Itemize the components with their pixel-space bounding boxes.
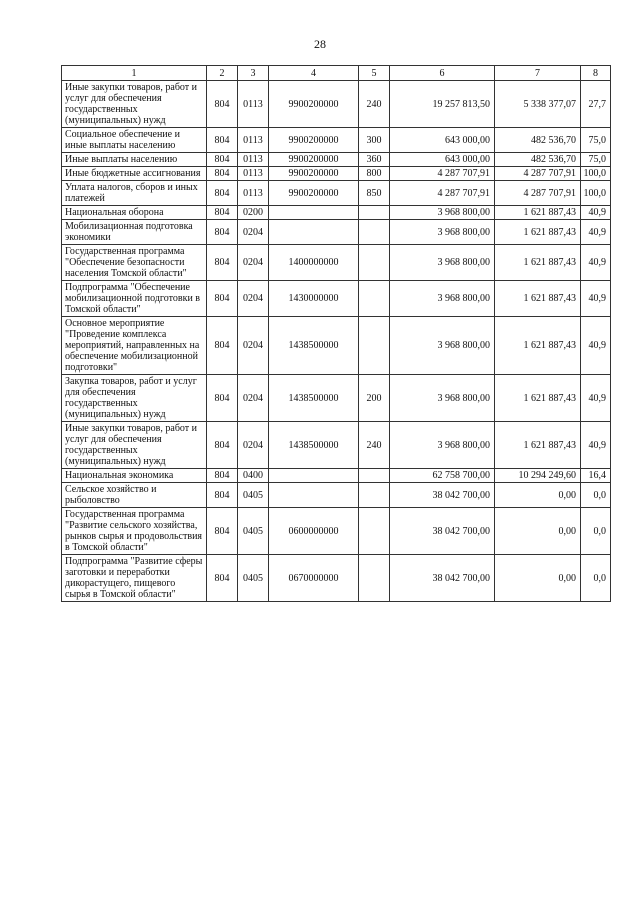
- row-name-cell: Подпрограмма "Развитие сферы заготовки и переработки дикорастущего, пищевого сырья в Томской области": [62, 555, 207, 602]
- plan-amount-cell: 38 042 700,00: [390, 508, 495, 555]
- percent-cell: 100,0: [581, 167, 611, 181]
- actual-amount-cell: 1 621 887,43: [495, 281, 581, 317]
- code-cell: 804: [207, 469, 238, 483]
- table-row: [62, 181, 611, 206]
- row-name-cell: Государственная программа "Развитие сельского хозяйства, рынков сырья и продовольствия в Томской области": [62, 508, 207, 555]
- plan-amount-cell: 643 000,00: [390, 128, 495, 153]
- row-name-cell: Закупка товаров, работ и услуг для обеспечения государственных (муниципальных) нужд: [62, 375, 207, 422]
- actual-amount-cell: 1 621 887,43: [495, 206, 581, 220]
- column-header: 1: [62, 66, 207, 81]
- code-cell: 804: [207, 206, 238, 220]
- percent-cell: 40,9: [581, 422, 611, 469]
- table-row: [62, 469, 611, 483]
- section-cell: 0400: [238, 469, 269, 483]
- code-cell: 804: [207, 181, 238, 206]
- table-row: [62, 153, 611, 167]
- table-row: [62, 81, 611, 128]
- section-cell: 0204: [238, 422, 269, 469]
- section-cell: 0405: [238, 508, 269, 555]
- percent-cell: 40,9: [581, 375, 611, 422]
- table-row: [62, 281, 611, 317]
- code-cell: 804: [207, 128, 238, 153]
- table-row: [62, 245, 611, 281]
- table-row: [62, 317, 611, 375]
- column-header: 7: [495, 66, 581, 81]
- percent-cell: 40,9: [581, 220, 611, 245]
- actual-amount-cell: 0,00: [495, 555, 581, 602]
- code-cell: 804: [207, 153, 238, 167]
- percent-cell: 16,4: [581, 469, 611, 483]
- plan-amount-cell: 38 042 700,00: [390, 483, 495, 508]
- section-cell: 0204: [238, 245, 269, 281]
- section-cell: 0405: [238, 555, 269, 602]
- actual-amount-cell: 482 536,70: [495, 128, 581, 153]
- expense-type-cell: [359, 317, 390, 375]
- actual-amount-cell: 482 536,70: [495, 153, 581, 167]
- row-name-cell: Подпрограмма "Обеспечение мобилизационной подготовки в Томской области": [62, 281, 207, 317]
- budget-table: [61, 65, 611, 602]
- actual-amount-cell: 4 287 707,91: [495, 181, 581, 206]
- actual-amount-cell: 1 621 887,43: [495, 245, 581, 281]
- percent-cell: 0,0: [581, 508, 611, 555]
- target-article-cell: [269, 206, 359, 220]
- column-header: 8: [581, 66, 611, 81]
- row-name-cell: Сельское хозяйство и рыболовство: [62, 483, 207, 508]
- section-cell: 0204: [238, 220, 269, 245]
- section-cell: 0204: [238, 375, 269, 422]
- target-article-cell: 1438500000: [269, 317, 359, 375]
- expense-type-cell: 300: [359, 128, 390, 153]
- table-row: [62, 555, 611, 602]
- code-cell: 804: [207, 555, 238, 602]
- percent-cell: 40,9: [581, 281, 611, 317]
- section-cell: 0113: [238, 167, 269, 181]
- expense-type-cell: 850: [359, 181, 390, 206]
- actual-amount-cell: 0,00: [495, 483, 581, 508]
- expense-type-cell: [359, 555, 390, 602]
- plan-amount-cell: 3 968 800,00: [390, 422, 495, 469]
- target-article-cell: 9900200000: [269, 81, 359, 128]
- row-name-cell: Основное мероприятие "Проведение комплекса мероприятий, направленных на обеспечение мобилизационной подготовки": [62, 317, 207, 375]
- row-name-cell: Национальная оборона: [62, 206, 207, 220]
- code-cell: 804: [207, 317, 238, 375]
- percent-cell: 40,9: [581, 317, 611, 375]
- row-name-cell: Иные закупки товаров, работ и услуг для обеспечения государственных (муниципальных) нужд: [62, 422, 207, 469]
- target-article-cell: 1430000000: [269, 281, 359, 317]
- actual-amount-cell: 5 338 377,07: [495, 81, 581, 128]
- table-header-row: [62, 66, 611, 81]
- row-name-cell: Иные закупки товаров, работ и услуг для обеспечения государственных (муниципальных) нужд: [62, 81, 207, 128]
- column-header: 2: [207, 66, 238, 81]
- section-cell: 0204: [238, 317, 269, 375]
- plan-amount-cell: 4 287 707,91: [390, 167, 495, 181]
- plan-amount-cell: 3 968 800,00: [390, 281, 495, 317]
- expense-type-cell: 240: [359, 422, 390, 469]
- expense-type-cell: [359, 469, 390, 483]
- target-article-cell: 1438500000: [269, 375, 359, 422]
- section-cell: 0113: [238, 181, 269, 206]
- section-cell: 0113: [238, 128, 269, 153]
- section-cell: 0405: [238, 483, 269, 508]
- row-name-cell: Мобилизационная подготовка экономики: [62, 220, 207, 245]
- percent-cell: 40,9: [581, 206, 611, 220]
- row-name-cell: Государственная программа "Обеспечение безопасности населения Томской области": [62, 245, 207, 281]
- table-row: [62, 206, 611, 220]
- plan-amount-cell: 4 287 707,91: [390, 181, 495, 206]
- table-row: [62, 167, 611, 181]
- table-row: [62, 483, 611, 508]
- plan-amount-cell: 3 968 800,00: [390, 206, 495, 220]
- column-header: 6: [390, 66, 495, 81]
- section-cell: 0113: [238, 81, 269, 128]
- expense-type-cell: [359, 281, 390, 317]
- expense-type-cell: 240: [359, 81, 390, 128]
- code-cell: 804: [207, 245, 238, 281]
- percent-cell: 75,0: [581, 153, 611, 167]
- actual-amount-cell: 1 621 887,43: [495, 375, 581, 422]
- expense-type-cell: 360: [359, 153, 390, 167]
- row-name-cell: Иные бюджетные ассигнования: [62, 167, 207, 181]
- section-cell: 0113: [238, 153, 269, 167]
- code-cell: 804: [207, 167, 238, 181]
- target-article-cell: 0600000000: [269, 508, 359, 555]
- table-row: [62, 375, 611, 422]
- plan-amount-cell: 3 968 800,00: [390, 245, 495, 281]
- code-cell: 804: [207, 281, 238, 317]
- target-article-cell: 1438500000: [269, 422, 359, 469]
- expense-type-cell: [359, 483, 390, 508]
- table-row: [62, 128, 611, 153]
- plan-amount-cell: 19 257 813,50: [390, 81, 495, 128]
- plan-amount-cell: 3 968 800,00: [390, 375, 495, 422]
- code-cell: 804: [207, 483, 238, 508]
- target-article-cell: 9900200000: [269, 153, 359, 167]
- percent-cell: 0,0: [581, 483, 611, 508]
- target-article-cell: 1400000000: [269, 245, 359, 281]
- expense-type-cell: 200: [359, 375, 390, 422]
- plan-amount-cell: 3 968 800,00: [390, 317, 495, 375]
- table-row: [62, 508, 611, 555]
- actual-amount-cell: 1 621 887,43: [495, 317, 581, 375]
- actual-amount-cell: 4 287 707,91: [495, 167, 581, 181]
- row-name-cell: Национальная экономика: [62, 469, 207, 483]
- target-article-cell: 9900200000: [269, 181, 359, 206]
- expense-type-cell: [359, 206, 390, 220]
- row-name-cell: Уплата налогов, сборов и иных платежей: [62, 181, 207, 206]
- section-cell: 0204: [238, 281, 269, 317]
- expense-type-cell: [359, 508, 390, 555]
- code-cell: 804: [207, 220, 238, 245]
- plan-amount-cell: 3 968 800,00: [390, 220, 495, 245]
- table-row: [62, 220, 611, 245]
- actual-amount-cell: 0,00: [495, 508, 581, 555]
- percent-cell: 40,9: [581, 245, 611, 281]
- code-cell: 804: [207, 375, 238, 422]
- actual-amount-cell: 1 621 887,43: [495, 422, 581, 469]
- target-article-cell: [269, 469, 359, 483]
- code-cell: 804: [207, 81, 238, 128]
- plan-amount-cell: 62 758 700,00: [390, 469, 495, 483]
- target-article-cell: 0670000000: [269, 555, 359, 602]
- plan-amount-cell: 643 000,00: [390, 153, 495, 167]
- percent-cell: 0,0: [581, 555, 611, 602]
- expense-type-cell: [359, 245, 390, 281]
- code-cell: 804: [207, 508, 238, 555]
- expense-type-cell: [359, 220, 390, 245]
- column-header: 3: [238, 66, 269, 81]
- plan-amount-cell: 38 042 700,00: [390, 555, 495, 602]
- expense-type-cell: 800: [359, 167, 390, 181]
- code-cell: 804: [207, 422, 238, 469]
- target-article-cell: 9900200000: [269, 167, 359, 181]
- percent-cell: 27,7: [581, 81, 611, 128]
- target-article-cell: [269, 220, 359, 245]
- percent-cell: 100,0: [581, 181, 611, 206]
- table-row: [62, 422, 611, 469]
- target-article-cell: [269, 483, 359, 508]
- column-header: 4: [269, 66, 359, 81]
- actual-amount-cell: 1 621 887,43: [495, 220, 581, 245]
- section-cell: 0200: [238, 206, 269, 220]
- target-article-cell: 9900200000: [269, 128, 359, 153]
- row-name-cell: Иные выплаты населению: [62, 153, 207, 167]
- row-name-cell: Социальное обеспечение и иные выплаты населению: [62, 128, 207, 153]
- column-header: 5: [359, 66, 390, 81]
- percent-cell: 75,0: [581, 128, 611, 153]
- page-number: 28: [314, 37, 326, 51]
- actual-amount-cell: 10 294 249,60: [495, 469, 581, 483]
